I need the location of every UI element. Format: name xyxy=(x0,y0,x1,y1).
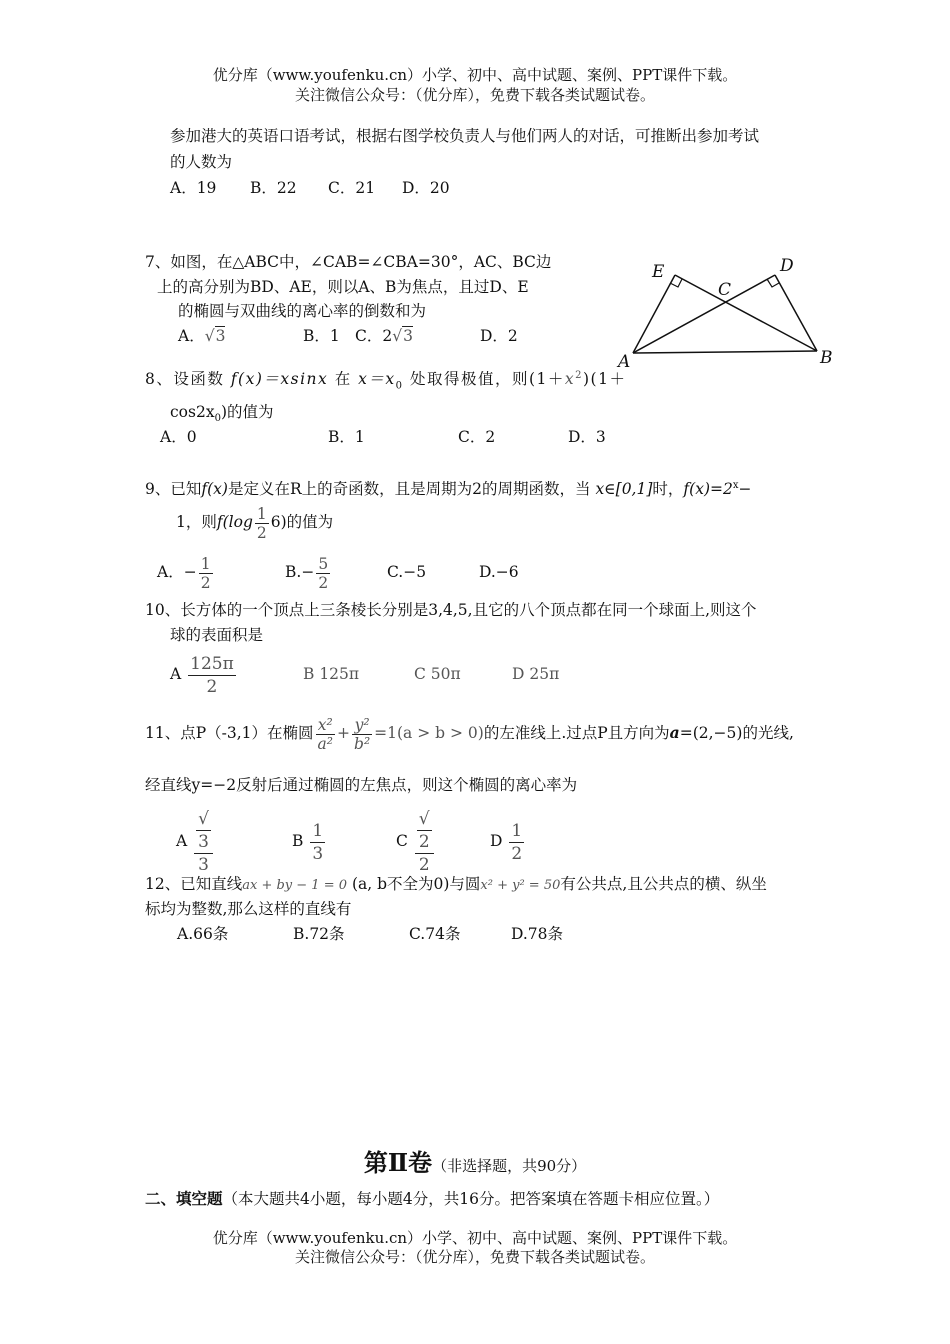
q12-line-1: 12、已知直线ax + by − 1 = 0 (a, b不全为0)与圆x² + y² = 50有公共点,且公共点的横、纵坐 xyxy=(145,875,767,893)
q6-option-c: C．21 xyxy=(328,179,376,197)
q8-option-b: B．1 xyxy=(328,428,365,446)
header-line-1: 优分库（www.youfenku.cn）小学、初中、高中试题、案例、PPT课件下载。 xyxy=(212,66,738,84)
q6-line-1: 参加港大的英语口语考试，根据右图学校负责人与他们两人的对话，可推断出参加考试 xyxy=(170,127,760,145)
q12-option-c: C.74条 xyxy=(409,925,461,943)
q10-options xyxy=(170,650,559,698)
section2-heading: 二、填空题（本大题共4小题，每小题4分，共16分。把答案填在答题卡相应位置。） xyxy=(145,1189,720,1208)
q6-option-b: B．22 xyxy=(250,179,297,197)
q12-options xyxy=(177,924,563,944)
label-d: D xyxy=(780,256,794,276)
q9-options xyxy=(157,550,519,594)
label-e: E xyxy=(652,262,665,282)
header-line-2: 关注微信公众号：（优分库），免费下载各类试题试卷。 xyxy=(294,86,655,104)
q11-option-d: D $\frac{1}{2}$ xyxy=(490,820,523,864)
q6-options xyxy=(170,178,450,198)
q10-option-d: D 25π xyxy=(512,665,560,683)
q6-line-2: 的人数为 xyxy=(170,153,233,171)
q7-line-1: 7、如图，在△ABC中，∠CAB=∠CBA=30°，AC、BC边 xyxy=(145,253,552,271)
q8-option-a: A．0 xyxy=(160,428,197,446)
q8-line-1: 8、设函数 f(x)＝xsinx 在 $x=x_0$ 处取得极值，则$(1+x^2)(1+$ xyxy=(145,370,627,392)
q8-options xyxy=(160,427,606,447)
q7-option-d: D．2 xyxy=(480,327,518,345)
q9-option-c: C.−5 xyxy=(387,563,427,581)
q11-options xyxy=(176,808,526,876)
q12-option-a: A.66条 xyxy=(177,925,229,943)
q9-option-a: A．− $\frac{1}{2}$ xyxy=(157,554,211,592)
footer-line-2: 关注微信公众号：（优分库），免费下载各类试题试卷。 xyxy=(294,1248,655,1266)
q10-line-1: 10、长方体的一个顶点上三条棱长分别是3,4,5,且它的八个顶点都在同一个球面上,则这个 xyxy=(145,601,757,619)
q10-option-b: B 125π xyxy=(303,665,360,683)
label-c: C xyxy=(718,280,732,300)
label-b: B xyxy=(820,348,833,368)
q9-option-b: B.− $\frac{5}{2}$ xyxy=(285,554,329,592)
q11-line-2: 经直线y=−2反射后通过椭圆的左焦点，则这个椭圆的离心率为 xyxy=(145,776,578,794)
q12-option-b: B.72条 xyxy=(293,925,345,943)
q7-line-3: 的椭圆与双曲线的离心率的倒数和为 xyxy=(178,302,427,320)
q11-option-a: A √ 3 3 xyxy=(176,808,292,876)
q8-option-c: C．2 xyxy=(458,428,496,446)
q6-option-a: A．19 xyxy=(170,179,217,197)
q11-option-b: B $\frac{1}{3}$ xyxy=(292,820,324,864)
q9-line-2: 1，则f(log $\frac{1}{2}$ 6)的值为 xyxy=(176,504,334,542)
q12-line-2: 标均为整数,那么这样的直线有 xyxy=(145,900,352,918)
q8-line-2: $\cos 2x_0$)的值为 xyxy=(170,403,274,425)
q7-option-c: C．2√3 xyxy=(355,327,413,345)
q11-option-c: C √ 2 2 xyxy=(396,808,490,876)
q12-option-d: D.78条 xyxy=(511,925,564,943)
label-a: A xyxy=(618,352,631,372)
q8-option-d: D．3 xyxy=(568,428,606,446)
q7-line-2: 上的高分别为BD、AE，则以A、B为焦点，且过D、E xyxy=(157,278,529,296)
q7-option-a: A．√3 xyxy=(178,327,226,345)
q7-options xyxy=(178,326,518,346)
q10-option-a: A $\frac{125\pi}{2}$ xyxy=(170,653,234,697)
q10-option-c: C 50π xyxy=(414,665,461,683)
triangle-figure xyxy=(612,255,842,375)
footer-line-1: 优分库（www.youfenku.cn）小学、初中、高中试题、案例、PPT课件下载。 xyxy=(212,1229,738,1247)
q10-line-2: 球的表面积是 xyxy=(170,626,264,644)
q6-option-d: D．20 xyxy=(402,179,450,197)
q9-line-1: 9、已知f(x)是定义在R上的奇函数，且是周期为2的周期函数，当 x∈[0,1]时，$f(x)=2^x-$ xyxy=(145,480,752,499)
section2-title: 第Ⅱ卷（非选择题，共90分） xyxy=(363,1148,587,1177)
segment-ab xyxy=(633,351,817,353)
q9-option-d: D.−6 xyxy=(479,563,519,581)
q7-option-b: B．1 xyxy=(303,327,340,345)
q11-line-1: 11、点P（-3,1）在椭圆 $\frac{\text{x²}}{\text{a²}}$ + $\frac{\text{y²}}{\text{b²}}$ =1(a > b > 0)的左准线上.过点P且方向为a=(2,−5)的光线, xyxy=(145,715,794,753)
